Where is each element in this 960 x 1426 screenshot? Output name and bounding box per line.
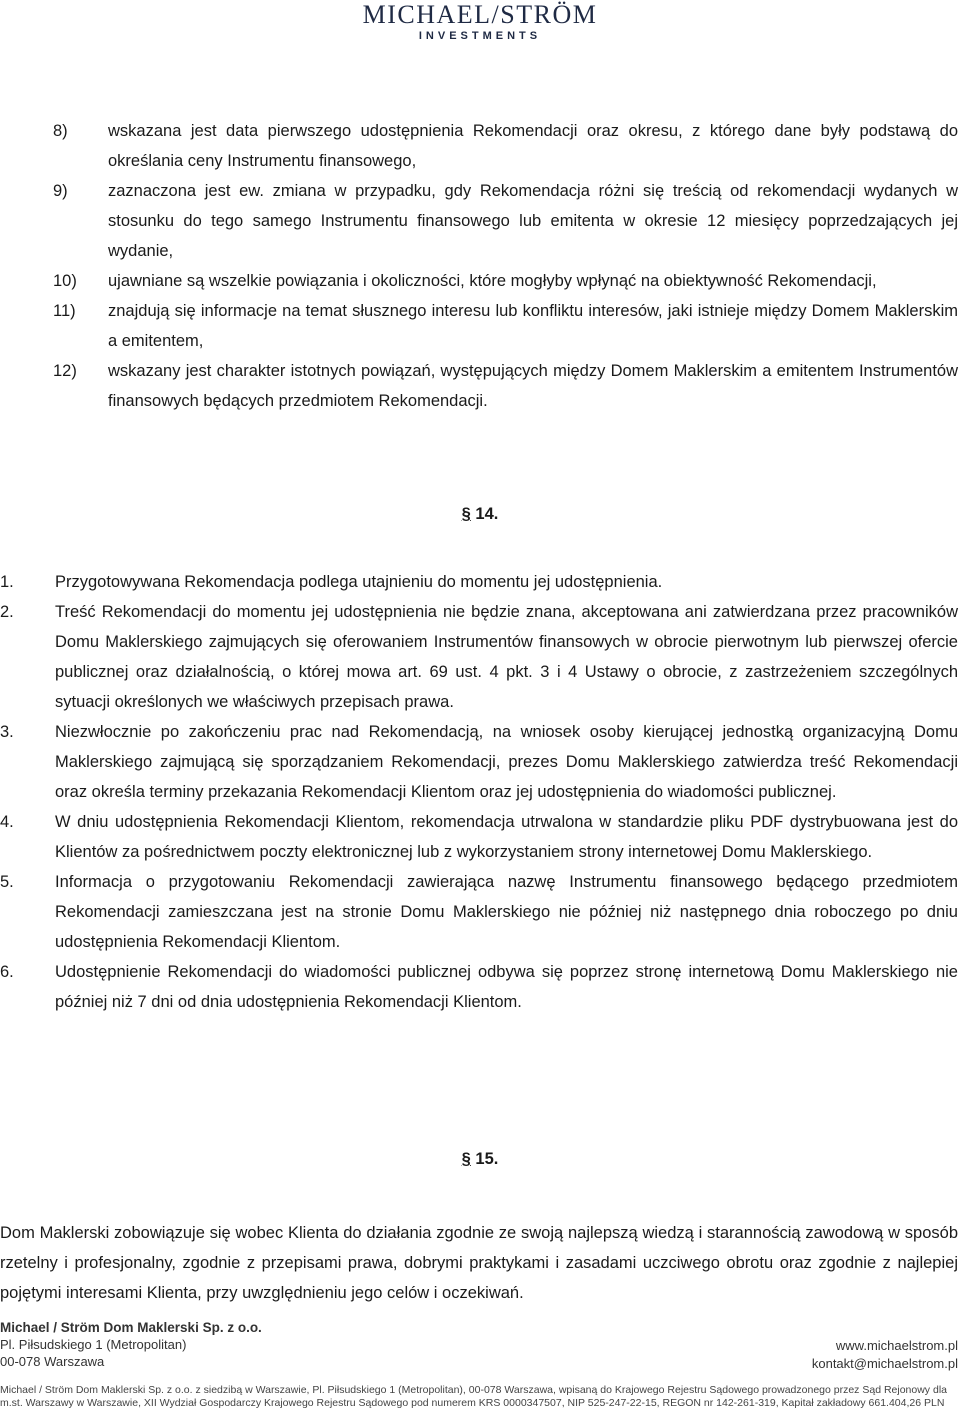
item-text: Informacja o przygotowaniu Rekomendacji zawierająca nazwę Instrumentu finansowego będącego przedmiotem Rekomendacji zamieszczana jest na stronie Domu Maklerskiego nie później niż następnego dnia roboczego po dniu udostępnienia Rekomendacji Klientom. bbox=[55, 873, 958, 951]
item-text: Treść Rekomendacji do momentu jej udostępnienia nie będzie znana, akceptowana ani zatwierdzana przez pracowników Domu Maklerskiego zajmujących się oferowaniem Instrumentów finansowych w obrocie pierwotnym lub pierwszej ofercie publicznej oraz działalnością, o której mowa art. 69 ust. 4 pkt. 3 i 4 Ustawy o obrocie, z zastrzeżeniem szczególnych sytuacji określonych we właściwych przepisach prawa. bbox=[55, 603, 958, 711]
item-number: 6. bbox=[0, 963, 14, 981]
section-mark: § bbox=[461, 1150, 471, 1168]
list-item bbox=[0, 597, 958, 717]
list-item bbox=[53, 116, 958, 176]
list-item bbox=[53, 176, 958, 266]
list-item bbox=[53, 356, 958, 416]
list-item bbox=[0, 867, 958, 957]
logo-subtitle: INVESTMENTS bbox=[418, 30, 542, 42]
section-14-list bbox=[0, 567, 960, 1017]
list-item bbox=[0, 807, 958, 867]
item-text: Niezwłocznie po zakończeniu prac nad Rekomendacją, na wniosek osoby kierującej jednostką organizacyjną Domu Maklerskiego zajmującą się sporządzaniem Rekomendacji, prezes Domu Maklerskiego zatwierdza treść Rekomendacji oraz określa terminy przekazania Rekomendacji Klientom oraz jej udostępnienia do wiadomości publicznej. bbox=[55, 723, 958, 801]
item-number: 12) bbox=[53, 362, 77, 380]
list-item bbox=[53, 296, 958, 356]
item-text: Przygotowywana Rekomendacja podlega utajnieniu do momentu jej udostępnienia. bbox=[55, 573, 663, 591]
list-item bbox=[0, 717, 958, 807]
section-mark: § bbox=[461, 505, 471, 523]
section-15-heading bbox=[0, 1150, 960, 1169]
item-number: 8) bbox=[53, 122, 68, 140]
footer-legal-text: Michael / Ström Dom Maklerski Sp. z o.o. z siedzibą w Warszawie, Pl. Piłsudskiego 1 (Metropolitan), 00-078 Warszawa, wpisaną do Krajowego Rejestru Sądowego prowadzonego przez Sąd Rejonowy dla m.st. Warszawy w Warszawie, XII Wydział Gospodarczy Krajowego Rejestru Sądowego pod numerem KRS 0000347507, NIP 525-247-22-15, REGON nr 142-261-319, Kapitał zakładowy 661.404,26 PLN bbox=[0, 1384, 947, 1409]
section-15-paragraph: Dom Maklerski zobowiązuje się wobec Klienta do działania zgodnie ze swoją najlepszą wiedzą i starannością zawodową w sposób rzetelny i profesjonalny, zgodnie z przepisami prawa, dobrymi praktykami i zasadami uczciwego obrotu oraz zgodnie z najlepiej pojętymi interesami Klienta, przy uwzględnieniu jego celów i oczekiwań. bbox=[0, 1224, 958, 1302]
item-number: 11) bbox=[53, 302, 76, 320]
item-number: 3. bbox=[0, 723, 14, 741]
logo-name: MICHAEL/STRÖM bbox=[362, 0, 598, 29]
item-text: wskazany jest charakter istotnych powiązań, występujących między Domem Maklerskim a emitentem Instrumentów finansowych będących przedmiotem Rekomendacji. bbox=[108, 362, 958, 410]
recommendation-conditions-list bbox=[0, 116, 960, 416]
item-number: 9) bbox=[53, 182, 68, 200]
item-number: 4. bbox=[0, 813, 14, 831]
section-number: 14. bbox=[475, 505, 499, 523]
footer-website[interactable]: www.michaelstrom.pl bbox=[835, 1338, 958, 1353]
item-text: Udostępnienie Rekomendacji do wiadomości publicznej odbywa się poprzez stronę internetową Domu Maklerskiego nie później niż 7 dni od dnia udostępnienia Rekomendacji Klientom. bbox=[55, 963, 958, 1011]
item-text: znajdują się informacje na temat słusznego interesu lub konfliktu interesów, jaki istnieje między Domem Maklerskim a emitentem, bbox=[108, 302, 958, 350]
item-number: 1. bbox=[0, 573, 14, 591]
company-logo bbox=[0, 0, 960, 42]
item-number: 5. bbox=[0, 873, 14, 891]
footer-address-1: Pl. Piłsudskiego 1 (Metropolitan) bbox=[0, 1337, 187, 1352]
item-text: zaznaczona jest ew. zmiana w przypadku, gdy Rekomendacja różni się treścią od rekomendacji wydanych w stosunku do tego samego Instrumentu finansowego lub emitenta w okresie 12 miesięcy poprzedzających jej wydanie, bbox=[108, 182, 958, 260]
list-item bbox=[0, 957, 958, 1017]
list-item bbox=[0, 567, 958, 597]
section-14-heading bbox=[0, 505, 960, 524]
footer-company-name: Michael / Ström Dom Maklerski Sp. z o.o. bbox=[0, 1320, 262, 1335]
item-text: W dniu udostępnienia Rekomendacji Klientom, rekomendacja utrwalona w standardzie pliku PDF dystrybuowana jest do Klientów za pośrednictwem poczty elektronicznej lub z wykorzystaniem strony internetowej Domu Maklerskiego. bbox=[55, 813, 958, 861]
footer-contact bbox=[0, 1320, 960, 1372]
item-text: ujawniane są wszelkie powiązania i okoliczności, które mogłyby wpłynąć na obiektywność Rekomendacji, bbox=[108, 272, 877, 290]
footer-address-2: 00-078 Warszawa bbox=[0, 1354, 105, 1369]
footer-email[interactable]: kontakt@michaelstrom.pl bbox=[811, 1356, 958, 1371]
list-item bbox=[53, 266, 958, 296]
item-number: 10) bbox=[53, 272, 77, 290]
section-number: 15. bbox=[475, 1150, 499, 1168]
item-number: 2. bbox=[0, 603, 14, 621]
item-text: wskazana jest data pierwszego udostępnienia Rekomendacji oraz okresu, z którego dane były podstawą do określania ceny Instrumentu finansowego, bbox=[108, 122, 958, 170]
